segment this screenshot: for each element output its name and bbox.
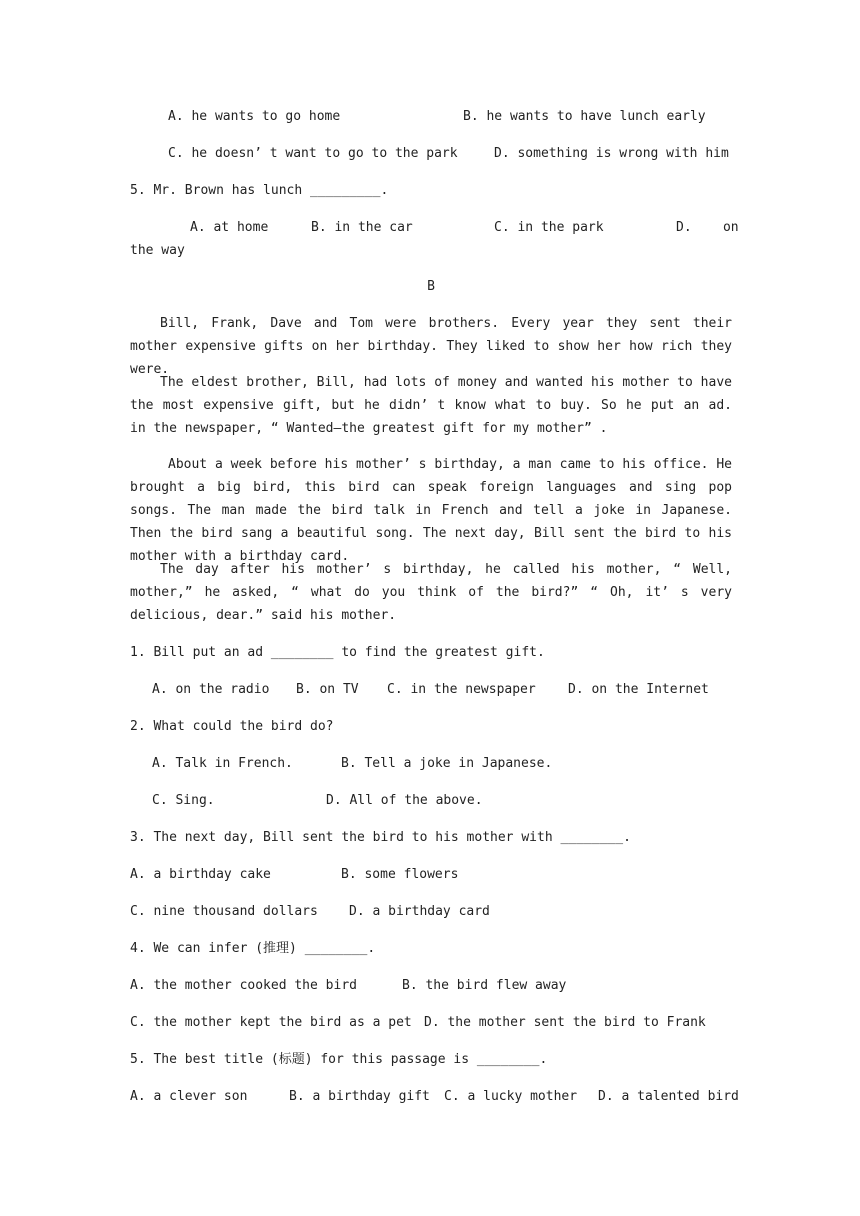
q5-stem: 5. Mr. Brown has lunch _________.	[130, 183, 389, 198]
q4-option-c: C. he doesn’ t want to go to the park	[168, 146, 458, 161]
q4-option-a: A. he wants to go home	[168, 109, 341, 124]
question-option: B. on TV	[296, 682, 359, 697]
question-stem: 2. What could the bird do?	[130, 719, 334, 734]
passage-paragraph: The day after his mother’ s birthday, he called his mother, “ Well, mother,” he asked, “ what do you think of the bird?” “ Oh, it’ s very delicious, dear.” said his mother.	[130, 562, 732, 623]
question-stem: 4. We can infer (推理) ________.	[130, 941, 376, 956]
question-option: D. All of the above.	[326, 793, 483, 808]
question-option: B. Tell a joke in Japanese.	[341, 756, 553, 771]
question-option: A. a clever son	[130, 1089, 248, 1104]
question-option: B. the bird flew away	[402, 978, 567, 993]
question-option: A. Talk in French.	[152, 756, 293, 771]
q5-option-d-continued: the way	[130, 243, 185, 258]
q5-option-c: C. in the park	[494, 220, 604, 235]
q5-option-a: A. at home	[190, 220, 269, 235]
question-stem: 3. The next day, Bill sent the bird to his mother with ________.	[130, 830, 631, 845]
question-stem: 5. The best title (标题) for this passage is ________.	[130, 1052, 548, 1067]
q5-option-b: B. in the car	[311, 220, 413, 235]
question-option: B. some flowers	[341, 867, 459, 882]
question-option: C. in the newspaper	[387, 682, 536, 697]
question-option: B. a birthday gift	[289, 1089, 430, 1104]
passage-paragraph: Bill, Frank, Dave and Tom were brothers. Every year they sent their mother expensive gifts on her birthday. They liked to show her how rich they were.	[130, 316, 732, 377]
q5-option-d: D. on	[676, 220, 739, 235]
question-option: D. on the Internet	[568, 682, 709, 697]
q4-option-b: B. he wants to have lunch early	[463, 109, 706, 124]
question-option: D. the mother sent the bird to Frank	[424, 1015, 706, 1030]
question-option: C. nine thousand dollars	[130, 904, 318, 919]
question-option: A. on the radio	[152, 682, 270, 697]
question-option: A. a birthday cake	[130, 867, 271, 882]
question-option: C. Sing.	[152, 793, 215, 808]
question-option: D. a birthday card	[349, 904, 490, 919]
q4-option-d: D. something is wrong with him	[494, 146, 729, 161]
question-stem: 1. Bill put an ad ________ to find the greatest gift.	[130, 645, 545, 660]
section-heading: B	[427, 279, 435, 294]
question-option: C. a lucky mother	[444, 1089, 578, 1104]
question-option: A. the mother cooked the bird	[130, 978, 357, 993]
question-option: D. a talented bird	[598, 1089, 739, 1104]
question-option: C. the mother kept the bird as a pet	[130, 1015, 412, 1030]
passage-paragraph: The eldest brother, Bill, had lots of money and wanted his mother to have the most expensive gift, but he didn’ t know what to buy. So he put an ad. in the newspaper, “ Wanted—the greatest gift for my mother” .	[130, 375, 732, 436]
passage-paragraph: About a week before his mother’ s birthday, a man came to his office. He brought a big bird, this bird can speak foreign languages and sing pop songs. The man made the bird talk in French and tell a joke in Japanese. Then the bird sang a beautiful song. The next day, Bill sent the bird to his mother with a birthday card.	[130, 457, 732, 564]
